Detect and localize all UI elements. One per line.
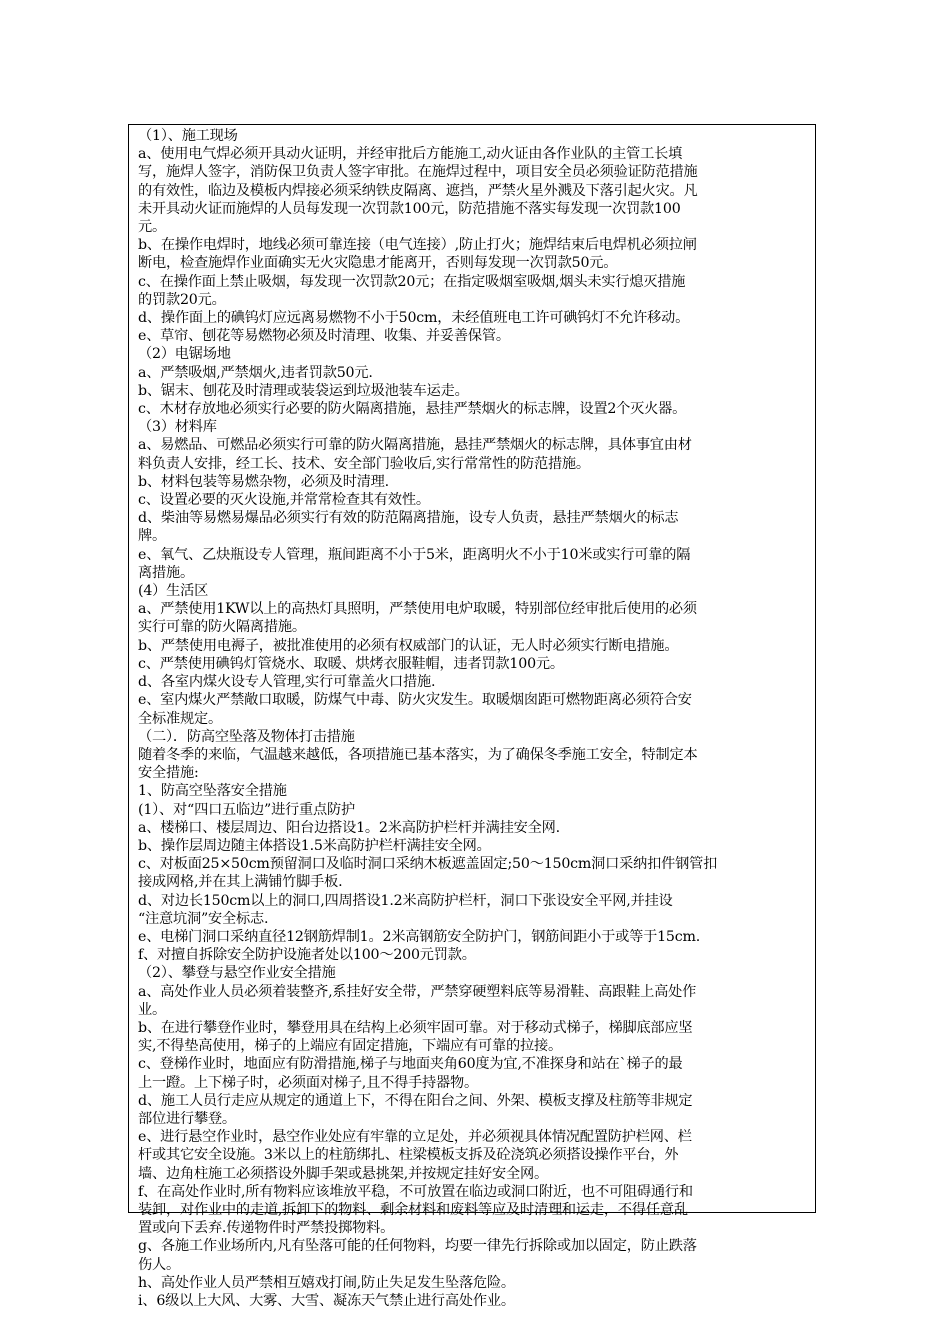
text-line: 未开具动火证而施焊的人员每发现一次罚款100元，防范措施不落实每发现一次罚款100 <box>138 200 681 217</box>
text-line: 料负责人安排，经工长、技术、安全部门验收后,实行常常性的防范措施。 <box>138 455 590 472</box>
text-line: e、室内煤火严禁敞口取暖，防煤气中毒、防火灾发生。取暖烟囱距可燃物距离必须符合安 <box>138 692 692 709</box>
text-line: 牌。 <box>138 528 166 545</box>
text-line: c、木材存放地必须实行必要的防火隔离措施，悬挂严禁烟火的标志牌，设置2个灭火器。 <box>138 401 687 418</box>
text-line: e、电梯门洞口采纳直径12钢筋焊制1。2米高钢筋安全防护门，钢筋间距小于或等于15cm. <box>138 928 701 945</box>
text-line: f、对擅自拆除安全防护设施者处以100～200元罚款。 <box>138 947 476 964</box>
text-line: (1）、对“四口五临边”进行重点防护 <box>138 801 355 818</box>
text-line: 元。 <box>138 219 166 236</box>
text-line: b、操作层周边随主体搭设1.5米高防护栏杆满挂安全网。 <box>138 837 491 854</box>
text-line: （2）、攀登与悬空作业安全措施 <box>138 965 336 982</box>
text-line: 断电，检查施焊作业面确实无火灾隐患才能离开，否则每发现一次罚款50元。 <box>138 255 618 272</box>
text-line: c、设置必要的灭火设施,并常常检查其有效性。 <box>138 492 430 509</box>
text-line: c、对板面25×50cm预留洞口及临时洞口采纳木板遮盖固定;50～150cm洞口采纳扣件钢管扣 <box>138 856 718 873</box>
text-line: 接成网格,并在其上满铺竹脚手板. <box>138 874 343 891</box>
text-line: 上一蹬。上下梯子时，必须面对梯子,且不得手持器物。 <box>138 1074 479 1091</box>
text-line: 部位进行攀登。 <box>138 1110 236 1127</box>
text-line: （1）、施工现场 <box>138 128 238 144</box>
text-line: （二）．防高空坠落及物体打击措施 <box>138 728 355 745</box>
text-line: b、在操作电焊时，地线必须可靠连接（电气连接）,防止打火；施焊结束后电焊机必须拉闸 <box>138 237 697 254</box>
text-line: f、在高处作业时,所有物料应该堆放平稳，不可放置在临边或洞口附近，也不可阻碍通行和 <box>138 1183 693 1200</box>
text-line: g、各施工作业场所内,凡有坠落可能的任何物料，均要一律先行拆除或加以固定，防止跌落 <box>138 1238 697 1255</box>
text-line: “注意坑洞”安全标志. <box>138 910 269 927</box>
text-line: 的罚款20元。 <box>138 291 226 308</box>
text-line: d、施工人员行走应从规定的通道上下，不得在阳台之间、外架、模板支撑及柱筋等非规定 <box>138 1092 693 1109</box>
text-line: d、操作面上的碘钨灯应远离易燃物不小于50cm，未经值班电工许可碘钨灯不允许移动。 <box>138 310 690 327</box>
text-line: d、柴油等易燃易爆品必须实行有效的防范隔离措施，设专人负责，悬挂严禁烟火的标志 <box>138 510 679 527</box>
text-line: d、对边长150cm以上的洞口,四周搭设1.2米高防护栏杆，洞口下张设安全平网,并挂设 <box>138 892 673 909</box>
text-line: a、使用电气焊必须开具动火证明，并经审批后方能施工,动火证由各作业队的主管工长填 <box>138 146 683 163</box>
text-line: 1、防高空坠落安全措施 <box>138 783 287 800</box>
text-line: 墙、边角柱施工必须搭设外脚手架或悬挑架,并按规定挂好安全网。 <box>138 1165 548 1182</box>
text-line: d、各室内煤火设专人管理,实行可靠盖火口措施. <box>138 674 436 691</box>
text-line: （2）电锯场地 <box>138 346 231 363</box>
text-line: 杆或其它安全设施。3米以上的柱筋绑扎、柱梁模板支拆及砼浇筑必须搭设操作平台，外 <box>138 1147 679 1164</box>
text-line: c、在操作面上禁止吸烟，每发现一次罚款20元；在指定吸烟室吸烟,烟头未实行熄灭措施 <box>138 273 686 290</box>
text-line: 伤人。 <box>138 1256 180 1273</box>
text-line: c、登梯作业时，地面应有防滑措施,梯子与地面夹角60度为宜,不准探身和站在`梯子的最 <box>138 1056 683 1073</box>
text-line: a、高处作业人员必须着装整齐,系挂好安全带，严禁穿硬塑料底等易滑鞋、高跟鞋上高处作 <box>138 983 697 1000</box>
text-line: 业。 <box>138 1001 166 1018</box>
text-line: a、严禁使用1KW以上的高热灯具照明，严禁使用电炉取暖，特别部位经审批后使用的必须 <box>138 601 697 618</box>
text-line: i、6级以上大风、大雾、大雪、凝冻天气禁止进行高处作业。 <box>138 1293 515 1309</box>
text-line: 实行可靠的防火隔离措施。 <box>138 619 306 636</box>
text-line: c、严禁使用碘钨灯管烧水、取暖、烘烤衣服鞋帽，违者罚款100元。 <box>138 655 564 672</box>
text-line: （3）材料库 <box>138 419 217 436</box>
document-content-box <box>128 124 816 1309</box>
text-line: a、严禁吸烟,严禁烟火,违者罚款50元. <box>138 364 373 381</box>
text-line: e、草帘、刨花等易燃物必须及时清理、收集、并妥善保管。 <box>138 328 510 345</box>
text-line: (4）生活区 <box>138 583 209 600</box>
text-line: 安全措施: <box>138 765 199 782</box>
text-line: e、进行悬空作业时，悬空作业处应有牢靠的立足处，并必须视具体情况配置防护栏网、栏 <box>138 1129 692 1146</box>
text-line: 全标准规定。 <box>138 710 222 727</box>
text-line: 装卸，对作业中的走道,拆卸下的物料、剩余材料和废料等应及时清理和运走，不得任意乱 <box>138 1201 688 1218</box>
text-line: b、严禁使用电褥子，被批准使用的必须有权威部门的认证，无人时必须实行断电措施。 <box>138 637 679 654</box>
text-line: 写，施焊人签字，消防保卫负责人签字审批。在施焊过程中，项目安全员必须验证防范措施 <box>138 164 698 181</box>
text-line: 离措施。 <box>138 564 194 581</box>
text-line: 置或向下丢弃.传递物件时严禁投掷物料。 <box>138 1220 395 1237</box>
text-line: 随着冬季的来临，气温越来越低，各项措施已基本落实，为了确保冬季施工安全，特制定本 <box>138 746 698 763</box>
text-line: b、材料包装等易燃杂物，必须及时清理. <box>138 473 389 490</box>
text-line: 实,不得垫高使用，梯子的上端应有固定措施，下端应有可靠的拉接。 <box>138 1038 562 1055</box>
text-line: a、楼梯口、楼层周边、阳台边搭设1。2米高防护栏杆并满挂安全网. <box>138 819 560 836</box>
text-line: b、锯末、刨花及时清理或装袋运到垃圾池装车运走。 <box>138 382 469 399</box>
text-line: h、高处作业人员严禁相互嬉戏打闹,防止失足发生坠落危险。 <box>138 1274 515 1291</box>
text-line: b、在进行攀登作业时，攀登用具在结构上必须牢固可靠。对于移动式梯子，梯脚底部应坚 <box>138 1019 693 1036</box>
text-line: e、氧气、乙炔瓶设专人管理，瓶间距离不小于5米，距离明火不小于10米或实行可靠的隔 <box>138 546 691 563</box>
text-line: 的有效性，临边及模板内焊接必须采纳铁皮隔离、遮挡，严禁火星外溅及下落引起火灾。凡 <box>138 182 698 199</box>
text-line: a、易燃品、可燃品必须实行可靠的防火隔离措施，悬挂严禁烟火的标志牌，具体事宜由材 <box>138 437 692 454</box>
